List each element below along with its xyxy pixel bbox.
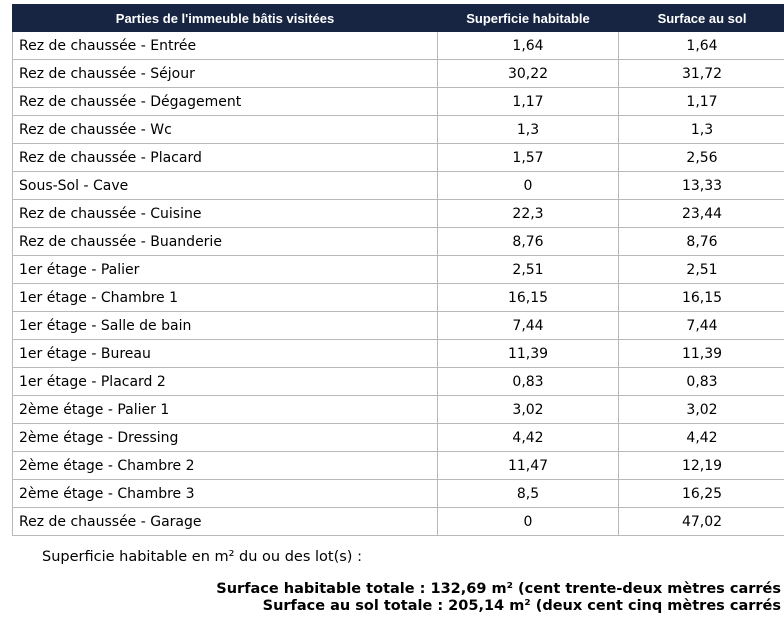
table-header-row bbox=[13, 5, 784, 32]
superficie-habitable-cell: 8,76 bbox=[438, 228, 619, 256]
surface-sol-cell: 31,72 bbox=[619, 60, 784, 88]
surface-sol-cell: 11,39 bbox=[619, 340, 784, 368]
surface-sol-cell: 2,56 bbox=[619, 144, 784, 172]
table-row bbox=[13, 312, 784, 340]
surface-sol-cell: 0,83 bbox=[619, 368, 784, 396]
superficie-habitable-cell: 4,42 bbox=[438, 424, 619, 452]
lot-note: Superficie habitable en m² du ou des lot(s) : bbox=[42, 549, 362, 565]
room-name-cell: 2ème étage - Dressing bbox=[13, 424, 438, 452]
superficie-habitable-cell: 1,57 bbox=[438, 144, 619, 172]
superficie-habitable-cell: 11,47 bbox=[438, 452, 619, 480]
table-row bbox=[13, 368, 784, 396]
superficie-habitable-cell: 1,3 bbox=[438, 116, 619, 144]
table-row bbox=[13, 60, 784, 88]
superficie-habitable-cell: 30,22 bbox=[438, 60, 619, 88]
table-row bbox=[13, 452, 784, 480]
table-body bbox=[13, 32, 784, 536]
room-name-cell: 2ème étage - Chambre 2 bbox=[13, 452, 438, 480]
table-row bbox=[13, 424, 784, 452]
room-name-cell: 1er étage - Bureau bbox=[13, 340, 438, 368]
room-name-cell: Rez de chaussée - Séjour bbox=[13, 60, 438, 88]
superficie-habitable-cell: 22,3 bbox=[438, 200, 619, 228]
table-row bbox=[13, 116, 784, 144]
table-row bbox=[13, 508, 784, 536]
room-name-cell: Rez de chaussée - Entrée bbox=[13, 32, 438, 60]
superficie-habitable-cell: 0,83 bbox=[438, 368, 619, 396]
table-row bbox=[13, 144, 784, 172]
table-row bbox=[13, 256, 784, 284]
surface-sol-cell: 2,51 bbox=[619, 256, 784, 284]
header-surface-au-sol: Surface au sol bbox=[619, 5, 784, 32]
room-name-cell: Rez de chaussée - Wc bbox=[13, 116, 438, 144]
surface-table bbox=[12, 4, 784, 536]
room-name-cell: Rez de chaussée - Placard bbox=[13, 144, 438, 172]
room-name-cell: Rez de chaussée - Garage bbox=[13, 508, 438, 536]
room-name-cell: Rez de chaussée - Dégagement bbox=[13, 88, 438, 116]
room-name-cell: 1er étage - Palier bbox=[13, 256, 438, 284]
surface-sol-cell: 13,33 bbox=[619, 172, 784, 200]
surface-sol-cell: 12,19 bbox=[619, 452, 784, 480]
table-row bbox=[13, 340, 784, 368]
room-name-cell: 1er étage - Chambre 1 bbox=[13, 284, 438, 312]
surface-sol-cell: 1,64 bbox=[619, 32, 784, 60]
table-row bbox=[13, 172, 784, 200]
surface-sol-cell: 1,17 bbox=[619, 88, 784, 116]
total-sol: Surface au sol totale : 205,14 m² (deux cent cinq mètres carrés bbox=[262, 598, 781, 614]
table-row bbox=[13, 284, 784, 312]
superficie-habitable-cell: 11,39 bbox=[438, 340, 619, 368]
surface-sol-cell: 16,15 bbox=[619, 284, 784, 312]
room-name-cell: Rez de chaussée - Buanderie bbox=[13, 228, 438, 256]
totals-block bbox=[0, 581, 781, 615]
room-name-cell: 2ème étage - Palier 1 bbox=[13, 396, 438, 424]
room-name-cell: 1er étage - Placard 2 bbox=[13, 368, 438, 396]
table-row bbox=[13, 88, 784, 116]
superficie-habitable-cell: 0 bbox=[438, 508, 619, 536]
surface-sol-cell: 4,42 bbox=[619, 424, 784, 452]
surface-sol-cell: 16,25 bbox=[619, 480, 784, 508]
surface-sol-cell: 1,3 bbox=[619, 116, 784, 144]
room-name-cell: 1er étage - Salle de bain bbox=[13, 312, 438, 340]
table-row bbox=[13, 32, 784, 60]
surface-sol-cell: 8,76 bbox=[619, 228, 784, 256]
room-name-cell: Sous-Sol - Cave bbox=[13, 172, 438, 200]
surface-sol-cell: 23,44 bbox=[619, 200, 784, 228]
table-row bbox=[13, 480, 784, 508]
surface-sol-cell: 3,02 bbox=[619, 396, 784, 424]
superficie-habitable-cell: 1,17 bbox=[438, 88, 619, 116]
superficie-habitable-cell: 1,64 bbox=[438, 32, 619, 60]
superficie-habitable-cell: 16,15 bbox=[438, 284, 619, 312]
superficie-habitable-cell: 3,02 bbox=[438, 396, 619, 424]
room-name-cell: Rez de chaussée - Cuisine bbox=[13, 200, 438, 228]
surface-sol-cell: 7,44 bbox=[619, 312, 784, 340]
table-row bbox=[13, 396, 784, 424]
superficie-habitable-cell: 2,51 bbox=[438, 256, 619, 284]
table-row bbox=[13, 200, 784, 228]
table-row bbox=[13, 228, 784, 256]
superficie-habitable-cell: 0 bbox=[438, 172, 619, 200]
surface-sol-cell: 47,02 bbox=[619, 508, 784, 536]
superficie-habitable-cell: 7,44 bbox=[438, 312, 619, 340]
total-habitable: Surface habitable totale : 132,69 m² (cent trente-deux mètres carrés bbox=[216, 581, 781, 597]
superficie-habitable-cell: 8,5 bbox=[438, 480, 619, 508]
header-parties: Parties de l'immeuble bâtis visitées bbox=[13, 5, 438, 32]
header-superficie-habitable: Superficie habitable bbox=[438, 5, 619, 32]
room-name-cell: 2ème étage - Chambre 3 bbox=[13, 480, 438, 508]
